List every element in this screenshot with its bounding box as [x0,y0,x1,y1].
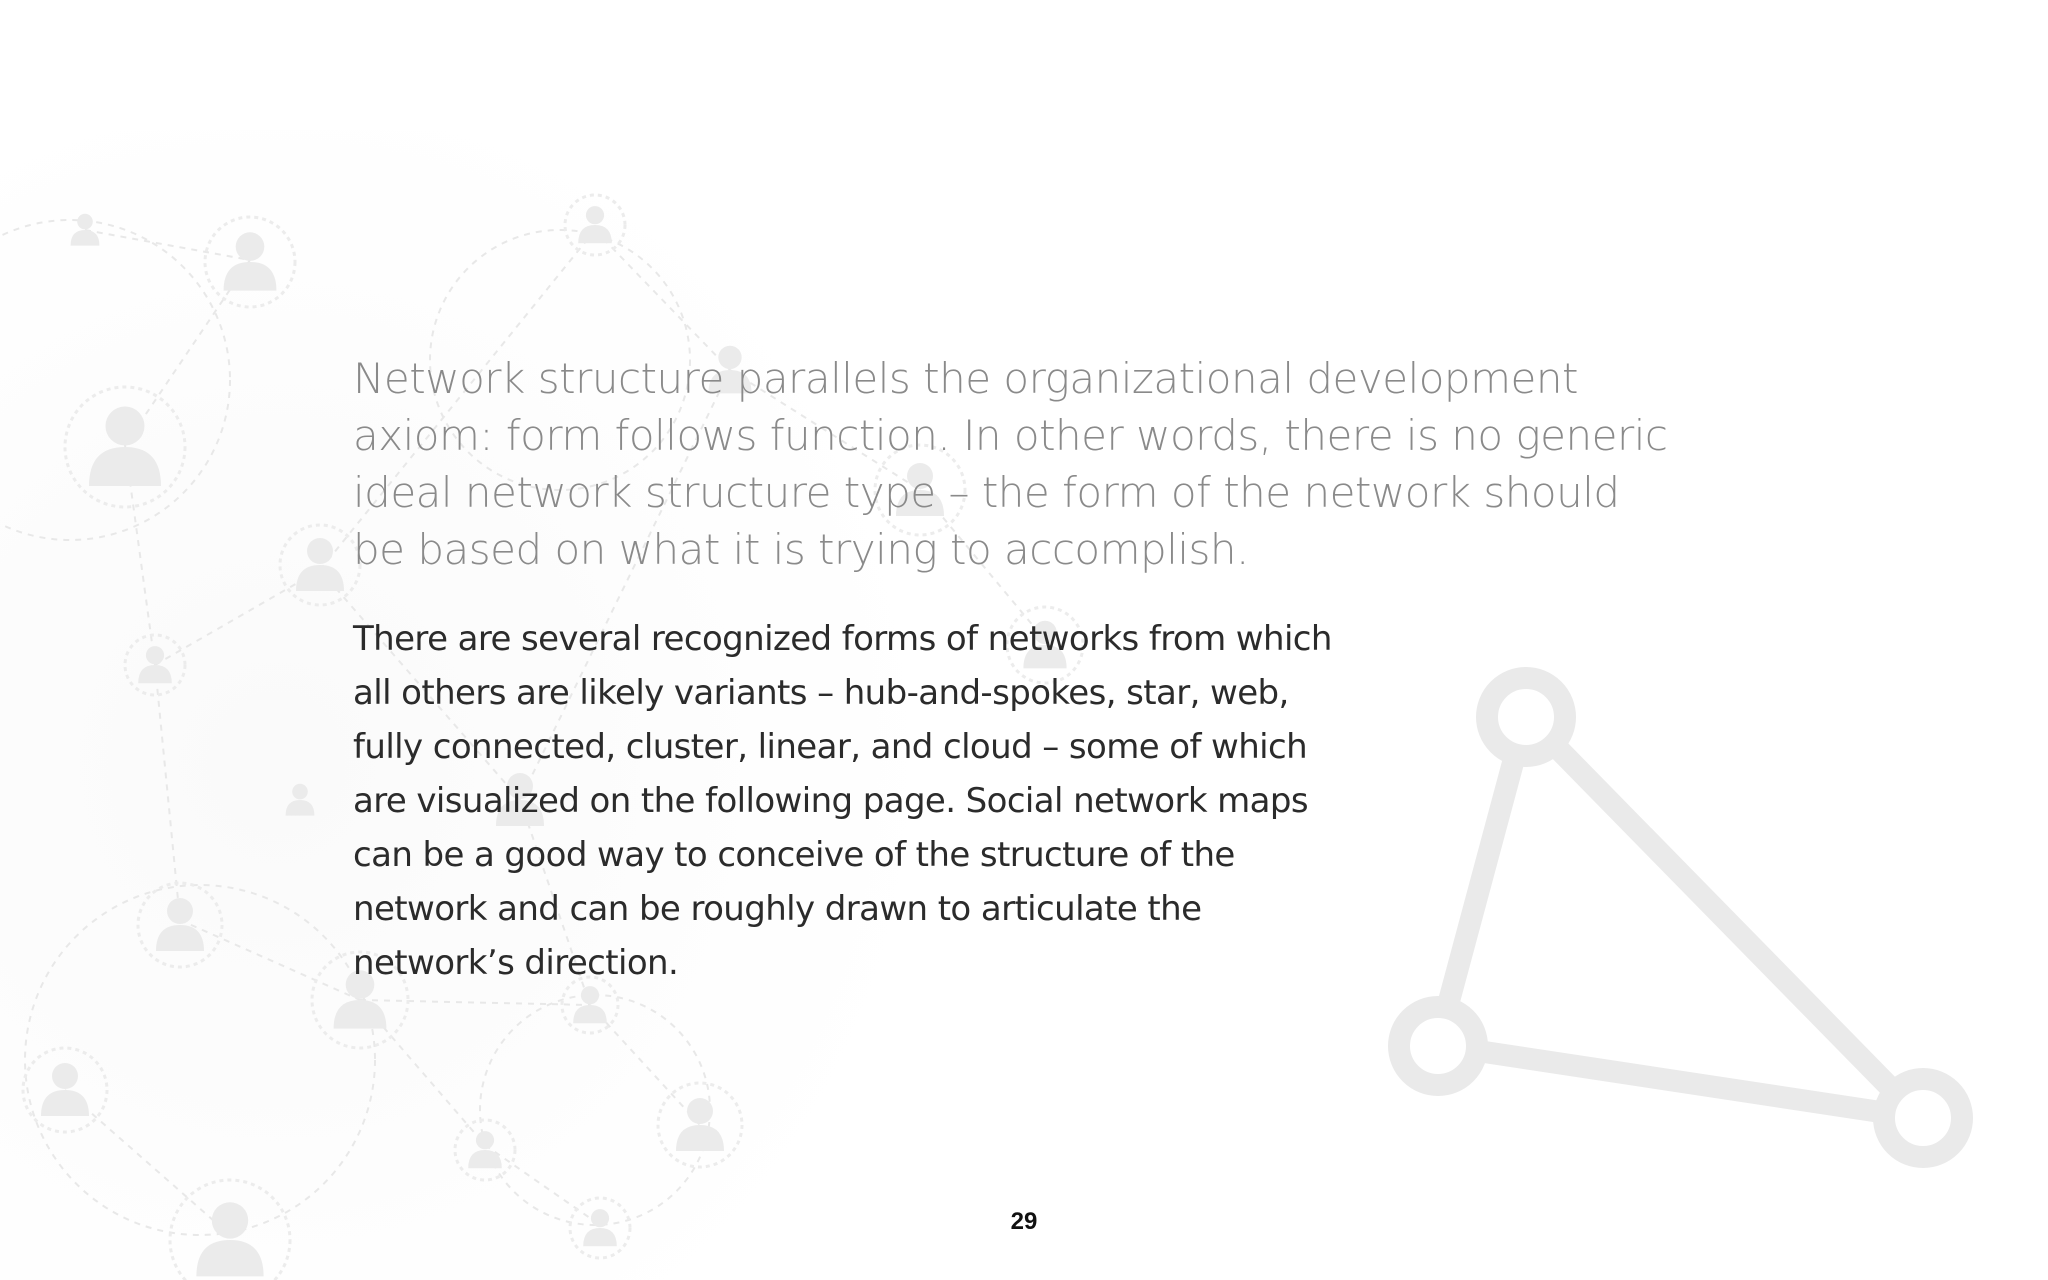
page-number: 29 [1010,1208,1038,1235]
triangle-network-icon [1399,678,1962,1157]
body-paragraph: There are several recognized forms of networks from which all others are likely variants – hub-and-spokes, star, web, fully connected, cluster, linear, and cloud – some of which are visualized on the following page. Social network maps can be a good way to conceive of the structure of the network and can be roughly drawn to articulate the network’s direction. [353,619,1332,983]
lead-paragraph: Network structure parallels the organizational development axiom: form follows function. In other words, there is no generic ideal network structure type – the form of the network should be based on what it is trying to accomplish. [353,354,1668,574]
